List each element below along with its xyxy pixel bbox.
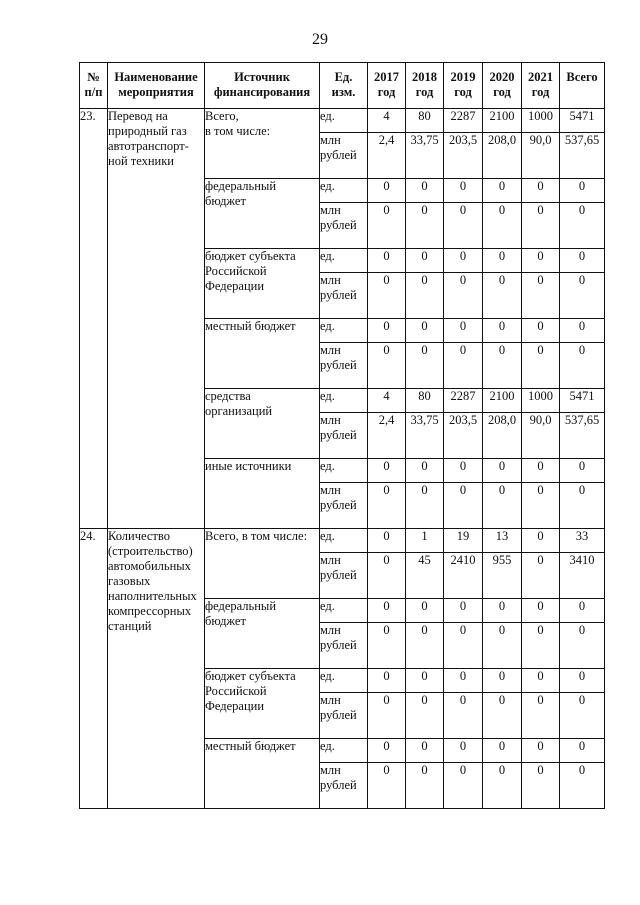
header-row <box>80 63 605 109</box>
text-line: ед. <box>320 459 335 473</box>
value-2018: 0 <box>406 459 444 483</box>
unit-cell <box>320 763 368 809</box>
text-line: рублей <box>320 428 357 442</box>
value-2018: 0 <box>406 669 444 693</box>
unit-cell <box>320 529 368 553</box>
text-line: рублей <box>320 638 357 652</box>
text-line: Российской <box>205 684 267 698</box>
text-line: ед. <box>320 109 335 123</box>
value-2021: 0 <box>522 483 560 529</box>
unit-cell <box>320 459 368 483</box>
text-line: ед. <box>320 389 335 403</box>
header-2017: 2017 год <box>368 63 406 109</box>
unit-cell <box>320 483 368 529</box>
value-2018: 0 <box>406 273 444 319</box>
value-2020: 208,0 <box>483 133 522 179</box>
value-2020: 0 <box>483 763 522 809</box>
text-line: автотранспорт- <box>108 139 189 153</box>
unit-cell <box>320 203 368 249</box>
financing-table <box>79 62 605 809</box>
text-line: Всего, в том числе: <box>205 529 308 543</box>
header-2020: 2020 год <box>483 63 522 109</box>
value-2017: 0 <box>368 459 406 483</box>
value-total: 0 <box>560 763 605 809</box>
value-2017: 2,4 <box>368 133 406 179</box>
value-2019: 0 <box>444 739 483 763</box>
value-2021: 0 <box>522 249 560 273</box>
unit-cell <box>320 623 368 669</box>
value-2018: 33,75 <box>406 133 444 179</box>
value-2018: 33,75 <box>406 413 444 459</box>
value-2018: 0 <box>406 763 444 809</box>
header-source: Источник финансирования <box>205 63 320 109</box>
text-line: млн <box>320 763 341 777</box>
text-line: ед. <box>320 739 335 753</box>
value-2018: 0 <box>406 343 444 389</box>
value-total: 0 <box>560 273 605 319</box>
text-line: Всего, <box>205 109 239 123</box>
value-total: 537,65 <box>560 413 605 459</box>
value-2020: 208,0 <box>483 413 522 459</box>
funding-source <box>205 599 320 669</box>
value-total: 5471 <box>560 389 605 413</box>
value-total: 0 <box>560 599 605 623</box>
text-line: рублей <box>320 218 357 232</box>
header-name: Наименование мероприятия <box>108 63 205 109</box>
value-2021: 0 <box>522 459 560 483</box>
text-line: ной техники <box>108 154 174 168</box>
value-total: 537,65 <box>560 133 605 179</box>
unit-cell <box>320 249 368 273</box>
table-row <box>80 529 605 553</box>
text-line: млн <box>320 693 341 707</box>
header-2021: 2021 год <box>522 63 560 109</box>
value-2019: 0 <box>444 459 483 483</box>
text-line: бюджет субъекта <box>205 249 296 263</box>
value-2019: 0 <box>444 669 483 693</box>
value-total: 0 <box>560 459 605 483</box>
text-line: рублей <box>320 708 357 722</box>
text-line: млн <box>320 343 341 357</box>
text-line: средства <box>205 389 251 403</box>
value-2019: 2287 <box>444 389 483 413</box>
value-2020: 0 <box>483 483 522 529</box>
value-2017: 0 <box>368 273 406 319</box>
value-2018: 0 <box>406 249 444 273</box>
funding-source <box>205 249 320 319</box>
unit-cell <box>320 553 368 599</box>
text-line: федеральный <box>205 599 277 613</box>
value-2019: 0 <box>444 693 483 739</box>
unit-cell <box>320 693 368 739</box>
header-total: Всего <box>560 63 605 109</box>
text-line: Российской <box>205 264 267 278</box>
text-line: млн <box>320 483 341 497</box>
text-line: Количество <box>108 529 170 543</box>
value-2018: 0 <box>406 623 444 669</box>
page-number: 29 <box>312 31 328 48</box>
text-line: рублей <box>320 568 357 582</box>
value-2018: 0 <box>406 693 444 739</box>
item-name <box>108 109 205 529</box>
item-name <box>108 529 205 809</box>
value-2021: 0 <box>522 669 560 693</box>
unit-cell <box>320 109 368 133</box>
value-2017: 0 <box>368 249 406 273</box>
value-2019: 0 <box>444 763 483 809</box>
value-2020: 955 <box>483 553 522 599</box>
text-line: млн <box>320 553 341 567</box>
value-2017: 0 <box>368 599 406 623</box>
text-line: бюджет субъекта <box>205 669 296 683</box>
value-2020: 0 <box>483 459 522 483</box>
value-2018: 0 <box>406 319 444 343</box>
value-total: 0 <box>560 319 605 343</box>
value-2020: 2100 <box>483 389 522 413</box>
text-line: ед. <box>320 599 335 613</box>
header-num: № п/п <box>80 63 108 109</box>
value-2017: 0 <box>368 529 406 553</box>
value-2019: 0 <box>444 343 483 389</box>
value-2021: 0 <box>522 179 560 203</box>
value-total: 33 <box>560 529 605 553</box>
value-2018: 0 <box>406 203 444 249</box>
value-2019: 203,5 <box>444 133 483 179</box>
value-2020: 0 <box>483 179 522 203</box>
unit-cell <box>320 319 368 343</box>
text-line: компрессорных <box>108 604 192 618</box>
value-2019: 203,5 <box>444 413 483 459</box>
value-2017: 0 <box>368 763 406 809</box>
text-line: природный газ <box>108 124 187 138</box>
value-2020: 2100 <box>483 109 522 133</box>
value-2017: 0 <box>368 203 406 249</box>
value-2020: 0 <box>483 249 522 273</box>
value-2017: 4 <box>368 109 406 133</box>
value-2020: 0 <box>483 343 522 389</box>
value-2018: 0 <box>406 599 444 623</box>
funding-source <box>205 389 320 459</box>
value-2019: 0 <box>444 319 483 343</box>
unit-cell <box>320 273 368 319</box>
value-2020: 0 <box>483 273 522 319</box>
text-line: Федерации <box>205 279 265 293</box>
text-line: в том числе: <box>205 124 271 138</box>
text-line: газовых <box>108 574 151 588</box>
value-2017: 2,4 <box>368 413 406 459</box>
funding-source <box>205 319 320 389</box>
value-2020: 0 <box>483 203 522 249</box>
value-2021: 0 <box>522 319 560 343</box>
value-2017: 4 <box>368 389 406 413</box>
funding-source <box>205 179 320 249</box>
value-2020: 13 <box>483 529 522 553</box>
header-unit: Ед. изм. <box>320 63 368 109</box>
value-2017: 0 <box>368 669 406 693</box>
value-total: 3410 <box>560 553 605 599</box>
value-2017: 0 <box>368 739 406 763</box>
value-2020: 0 <box>483 693 522 739</box>
table-body <box>80 109 605 809</box>
value-2020: 0 <box>483 669 522 693</box>
value-2019: 0 <box>444 483 483 529</box>
value-2021: 0 <box>522 529 560 553</box>
value-2018: 0 <box>406 739 444 763</box>
text-line: рублей <box>320 498 357 512</box>
value-2019: 2287 <box>444 109 483 133</box>
funding-source <box>205 739 320 809</box>
value-2020: 0 <box>483 623 522 669</box>
value-total: 0 <box>560 483 605 529</box>
value-2021: 1000 <box>522 389 560 413</box>
value-2017: 0 <box>368 483 406 529</box>
unit-cell <box>320 739 368 763</box>
value-2017: 0 <box>368 179 406 203</box>
text-line: млн <box>320 203 341 217</box>
unit-cell <box>320 669 368 693</box>
value-2017: 0 <box>368 623 406 669</box>
funding-source <box>205 669 320 739</box>
item-number: 23. <box>80 109 108 529</box>
text-line: ед. <box>320 179 335 193</box>
value-2017: 0 <box>368 319 406 343</box>
unit-cell <box>320 133 368 179</box>
value-2019: 2410 <box>444 553 483 599</box>
text-line: млн <box>320 623 341 637</box>
value-2018: 0 <box>406 179 444 203</box>
text-line: местный бюджет <box>205 319 296 333</box>
value-2021: 0 <box>522 553 560 599</box>
value-total: 0 <box>560 203 605 249</box>
text-line: местный бюджет <box>205 739 296 753</box>
value-2018: 80 <box>406 109 444 133</box>
value-2017: 0 <box>368 553 406 599</box>
value-2021: 1000 <box>522 109 560 133</box>
text-line: станций <box>108 619 152 633</box>
value-2020: 0 <box>483 739 522 763</box>
unit-cell <box>320 599 368 623</box>
text-line: ед. <box>320 669 335 683</box>
value-2021: 0 <box>522 203 560 249</box>
text-line: иные источники <box>205 459 292 473</box>
text-line: ед. <box>320 319 335 333</box>
value-2018: 0 <box>406 483 444 529</box>
text-line: ед. <box>320 529 335 543</box>
text-line: млн <box>320 413 341 427</box>
text-line: рублей <box>320 358 357 372</box>
value-2019: 0 <box>444 599 483 623</box>
unit-cell <box>320 413 368 459</box>
value-2020: 0 <box>483 319 522 343</box>
text-line: млн <box>320 273 341 287</box>
text-line: Перевод на <box>108 109 168 123</box>
value-2021: 0 <box>522 763 560 809</box>
value-2019: 0 <box>444 623 483 669</box>
funding-source <box>205 529 320 599</box>
value-total: 0 <box>560 739 605 763</box>
item-number: 24. <box>80 529 108 809</box>
value-2019: 0 <box>444 273 483 319</box>
value-2021: 0 <box>522 739 560 763</box>
value-total: 5471 <box>560 109 605 133</box>
funding-source <box>205 109 320 179</box>
funding-source <box>205 459 320 529</box>
value-2021: 90,0 <box>522 133 560 179</box>
value-2021: 90,0 <box>522 413 560 459</box>
text-line: федеральный <box>205 179 277 193</box>
text-line: Федерации <box>205 699 265 713</box>
text-line: (строительство) <box>108 544 193 558</box>
value-2021: 0 <box>522 273 560 319</box>
value-2021: 0 <box>522 623 560 669</box>
unit-cell <box>320 179 368 203</box>
value-2017: 0 <box>368 343 406 389</box>
value-2020: 0 <box>483 599 522 623</box>
text-line: рублей <box>320 778 357 792</box>
unit-cell <box>320 389 368 413</box>
value-2019: 0 <box>444 179 483 203</box>
unit-cell <box>320 343 368 389</box>
text-line: рублей <box>320 288 357 302</box>
text-line: млн <box>320 133 341 147</box>
value-total: 0 <box>560 179 605 203</box>
text-line: автомобильных <box>108 559 191 573</box>
text-line: организаций <box>205 404 273 418</box>
text-line: ед. <box>320 249 335 263</box>
value-2018: 80 <box>406 389 444 413</box>
text-line: бюджет <box>205 614 246 628</box>
value-2021: 0 <box>522 599 560 623</box>
value-2019: 19 <box>444 529 483 553</box>
value-2017: 0 <box>368 693 406 739</box>
text-line: рублей <box>320 148 357 162</box>
text-line: наполнительных <box>108 589 197 603</box>
value-2019: 0 <box>444 203 483 249</box>
value-2018: 1 <box>406 529 444 553</box>
text-line: бюджет <box>205 194 246 208</box>
header-2019: 2019 год <box>444 63 483 109</box>
value-2018: 45 <box>406 553 444 599</box>
value-2021: 0 <box>522 693 560 739</box>
value-total: 0 <box>560 249 605 273</box>
value-total: 0 <box>560 623 605 669</box>
value-total: 0 <box>560 343 605 389</box>
value-total: 0 <box>560 693 605 739</box>
value-2019: 0 <box>444 249 483 273</box>
header-2018: 2018 год <box>406 63 444 109</box>
value-total: 0 <box>560 669 605 693</box>
value-2021: 0 <box>522 343 560 389</box>
table-row <box>80 109 605 133</box>
